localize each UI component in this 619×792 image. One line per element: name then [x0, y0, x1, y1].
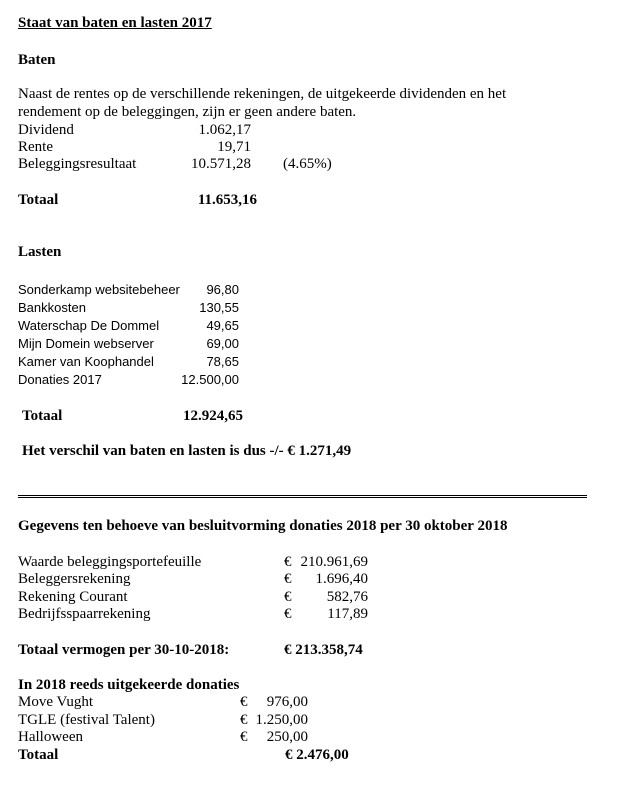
baten-row-amount: 1.062,17 — [198, 122, 251, 138]
donaties-row-label: TGLE (festival Talent) — [18, 712, 155, 728]
donaties-row-currency: € — [240, 729, 248, 745]
donaties-row-amount: 1.250,00 — [255, 712, 308, 728]
baten-row-label: Beleggingsresultaat — [18, 156, 137, 172]
lasten-row-label: Kamer van Koophandel — [18, 354, 154, 369]
lasten-total-amount: 12.924,65 — [183, 408, 243, 424]
gegevens-row-currency: € — [284, 554, 292, 570]
gegevens-row-label: Rekening Courant — [18, 589, 128, 605]
lasten-row-amount: 130,55 — [199, 300, 239, 315]
donaties-heading: In 2018 reeds uitgekeerde donaties — [18, 677, 240, 693]
gegevens-total-amount: € 213.358,74 — [284, 642, 363, 658]
donaties-row-label: Move Vught — [18, 694, 94, 710]
gegevens-row-amount: 117,89 — [327, 606, 368, 622]
donaties-total-amount: € 2.476,00 — [285, 747, 349, 763]
gegevens-row-label: Beleggersrekening — [18, 571, 131, 587]
baten-intro-line2: rendement op de beleggingen, zijn er geen andere baten. — [18, 104, 357, 120]
baten-row-percentage: (4.65%) — [283, 156, 332, 172]
baten-intro-line1: Naast de rentes op de verschillende rekeningen, de uitgekeerde dividenden en het — [18, 86, 507, 102]
lasten-row-amount: 96,80 — [206, 282, 239, 297]
lasten-row-amount: 78,65 — [206, 354, 239, 369]
donaties-row-label: Halloween — [18, 729, 83, 745]
gegevens-row-currency: € — [284, 571, 292, 587]
lasten-row-amount: 49,65 — [206, 318, 239, 333]
baten-row-amount: 19,71 — [217, 139, 251, 155]
lasten-row-amount: 12.500,00 — [181, 372, 239, 387]
lasten-total-label: Totaal — [22, 408, 63, 424]
gegevens-row-label: Waarde beleggingsportefeuille — [18, 554, 202, 570]
gegevens-row-amount: 582,76 — [326, 589, 368, 605]
baten-row-label: Rente — [18, 139, 53, 155]
baten-row-label: Dividend — [18, 122, 74, 138]
gegevens-row-currency: € — [284, 606, 292, 622]
section-divider — [18, 495, 587, 498]
lasten-row-amount: 69,00 — [206, 336, 239, 351]
lasten-row-label: Sonderkamp websitebeheer — [18, 282, 180, 297]
baten-heading: Baten — [18, 52, 56, 68]
gegevens-row-amount: 1.696,40 — [315, 571, 368, 587]
gegevens-total-label: Totaal vermogen per 30-10-2018: — [18, 642, 230, 658]
donaties-row-currency: € — [240, 694, 248, 710]
donaties-total-label: Totaal — [18, 747, 59, 763]
donaties-row-currency: € — [240, 712, 248, 728]
gegevens-row-amount: 210.961,69 — [300, 554, 368, 570]
lasten-heading: Lasten — [18, 244, 62, 260]
baten-total-amount: 11.653,16 — [197, 192, 257, 208]
lasten-row-label: Donaties 2017 — [18, 372, 102, 387]
donaties-row-amount: 250,00 — [266, 729, 308, 745]
verschil-statement: Het verschil van baten en lasten is dus -/- € 1.271,49 — [22, 443, 352, 459]
gegevens-heading: Gegevens ten behoeve van besluitvorming donaties 2018 per 30 oktober 2018 — [18, 518, 508, 534]
donaties-row-amount: 976,00 — [266, 694, 308, 710]
baten-row-amount: 10.571,28 — [191, 156, 251, 172]
baten-total-label: Totaal — [18, 192, 59, 208]
lasten-row-label: Bankkosten — [18, 300, 86, 315]
gegevens-row-label: Bedrijfsspaarrekening — [18, 606, 151, 622]
page-title: Staat van baten en lasten 2017 — [18, 15, 212, 31]
gegevens-row-currency: € — [284, 589, 292, 605]
lasten-row-label: Waterschap De Dommel — [18, 318, 160, 333]
lasten-row-label: Mijn Domein webserver — [18, 336, 154, 351]
